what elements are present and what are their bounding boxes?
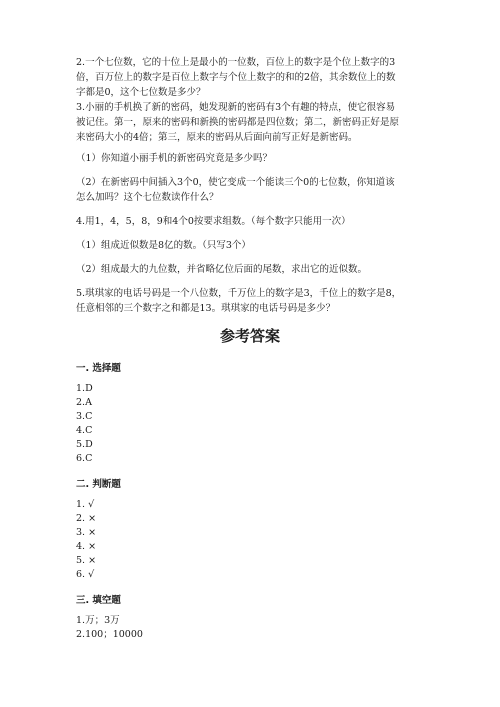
question-2-line-2: 倍，百万位上的数字是百位上数字与个位上数字的和的2倍，其余数位上的数 xyxy=(76,72,396,83)
answer-item: 2.A xyxy=(76,397,92,408)
answer-title: 参考答案 xyxy=(219,327,280,345)
question-3-line-3: 来密码大小的4倍；第三，原来的密码从后面向前写正好是新密码。 xyxy=(76,132,358,143)
answer-item: 2.100；10000 xyxy=(76,629,143,640)
answer-item: 4.C xyxy=(76,425,93,436)
question-4-sub-2: （2）组成最大的九位数，并省略亿位后面的尾数，求出它的近似数。 xyxy=(76,264,368,275)
question-3-sub-1: （1）你知道小丽手机的新密码究竟是多少吗？ xyxy=(76,153,273,164)
answer-item: 5.D xyxy=(76,439,93,450)
section-fill-heading: 三. 填空题 xyxy=(76,595,121,606)
section-choice-heading: 一. 选择题 xyxy=(76,363,121,374)
section-judge-heading: 二. 判断题 xyxy=(76,479,121,490)
question-3-line-2: 被记住。第一，原来的密码和新换的密码都是四位数；第二，新密码正好是原 xyxy=(76,117,400,128)
question-3-line-1: 3.小丽的手机换了新的密码，她发现新的密码有3个有趣的特点，使它很容易 xyxy=(76,102,396,113)
answer-item: 6. √ xyxy=(76,569,95,580)
question-4-sub-1: （1）组成近似数是8亿的数。（只写3个） xyxy=(76,240,251,251)
question-4-stem: 4.用1，4，5，8，9和4个0按要求组数。（每个数字只能用一次） xyxy=(76,216,351,227)
answer-item: 1. √ xyxy=(76,499,95,510)
question-2-line-1: 2.一个七位数，它的十位上是最小的一位数，百位上的数字是个位上数字的3 xyxy=(76,57,396,68)
question-3-sub-2-line-2: 怎么加吗？这个七位数读作什么？ xyxy=(76,192,219,203)
question-5-line-2: 任意相邻的三个数字之和都是13。琪琪家的电话号码是多少？ xyxy=(76,303,336,314)
answer-item: 3. × xyxy=(76,527,97,538)
answer-item: 5. × xyxy=(76,555,97,566)
answer-item: 1.D xyxy=(76,383,93,394)
question-2-line-3: 字都是0，这个七位数是多少？ xyxy=(76,87,206,98)
answer-item: 1.万；3万 xyxy=(76,615,120,626)
answer-item: 2. × xyxy=(76,513,97,524)
answer-item: 6.C xyxy=(76,453,93,464)
answer-item: 3.C xyxy=(76,411,93,422)
question-3-sub-2-line-1: （2）在新密码中间插入3个0，使它变成一个能读三个0的七位数，你知道该 xyxy=(76,177,395,188)
answer-item: 4. × xyxy=(76,541,97,552)
question-5-line-1: 5.琪琪家的电话号码是一个八位数，千万位上的数字是3，千位上的数字是8， xyxy=(76,288,402,299)
